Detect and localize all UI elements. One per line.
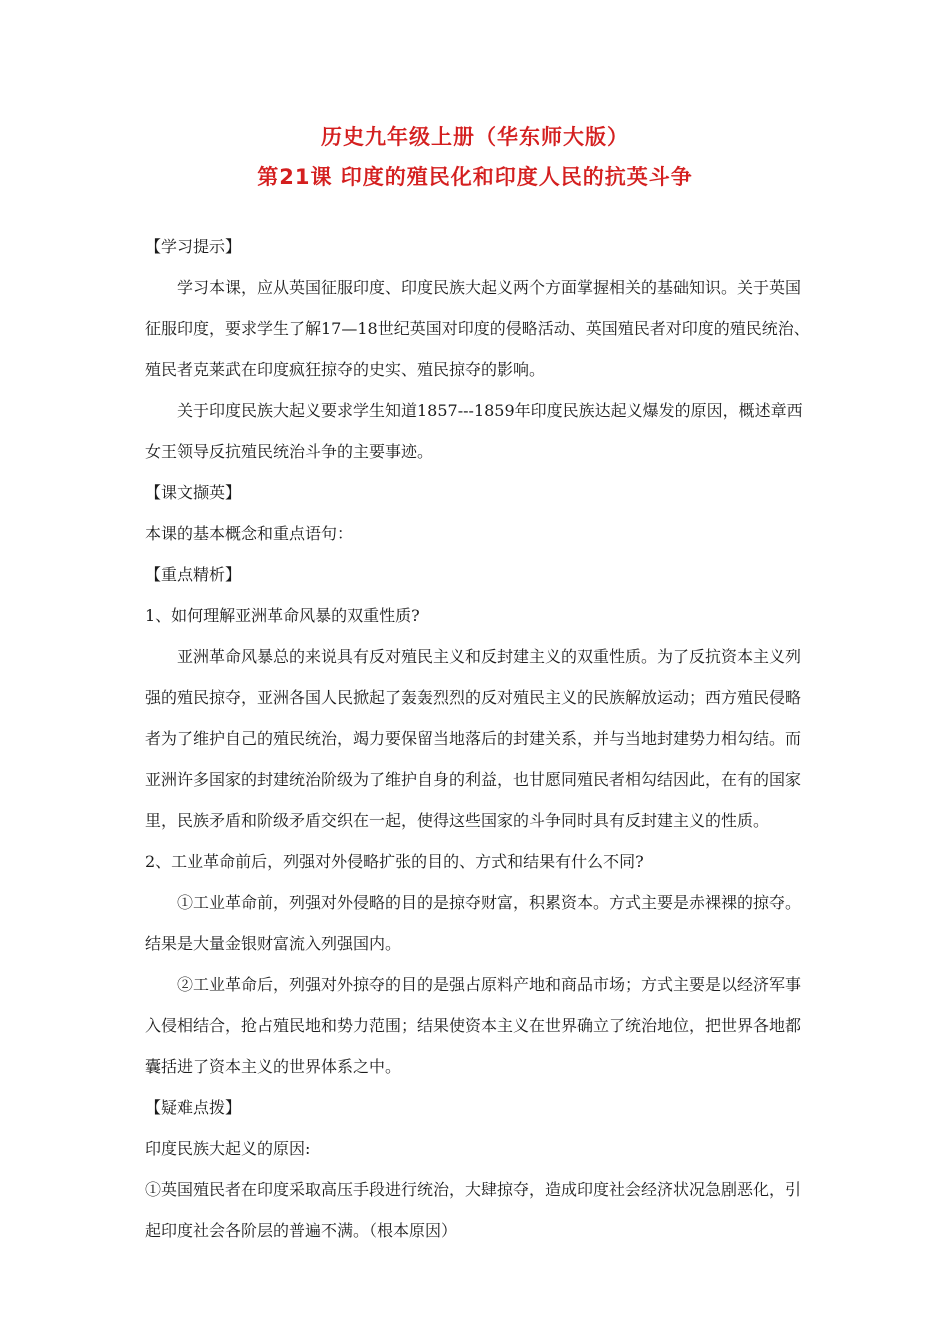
lesson-title: 第21课 印度的殖民化和印度人民的抗英斗争 — [257, 165, 693, 189]
key-points-heading: 【重点精析】 — [145, 565, 242, 584]
key-point-answer-1: 亚洲革命风暴总的来说具有反对殖民主义和反封建主义的双重性质。为了反抗资本主义列强的殖民掠夺，亚洲各国人民掀起了轰轰烈烈的反对殖民主义的民族解放运动；西方殖民侵略者为了维护自己的殖民统治，竭力要保留当地落后的封建关系，并与当地封建势力相勾结。而亚洲许多国家的封建统治阶级为了维护自身的利益，也甘愿同殖民者相勾结因此，在有的国家里，民族矛盾和阶级矛盾交织在一起，使得这些国家的斗争同时具有反封建主义的性质。 — [145, 647, 802, 830]
key-point-answer-2-1: ①工业革命前，列强对外侵略的目的是掠夺财富，积累资本。方式主要是赤裸裸的掠夺。结果是大量金银财富流入列强国内。 — [145, 893, 802, 953]
document-body — [145, 226, 811, 1251]
key-point-answer-2-2: ②工业革命后，列强对外掠夺的目的是强占原料产地和商品市场；方式主要是以经济军事入侵相结合，抢占殖民地和势力范围；结果使资本主义在世界确立了统治地位，把世界各地都囊括进了资本主义的世界体系之中。 — [145, 975, 802, 1076]
difficulties-heading: 【疑难点拨】 — [145, 1098, 242, 1117]
difficulties-paragraph-1: 印度民族大起义的原因: — [145, 1139, 311, 1158]
key-point-question-1: 1、如何理解亚洲革命风暴的双重性质? — [145, 606, 420, 625]
key-point-question-2: 2、工业革命前后，列强对外侵略扩张的目的、方式和结果有什么不同? — [145, 852, 644, 871]
excerpt-heading: 【课文撷英】 — [145, 483, 242, 502]
excerpt-paragraph: 本课的基本概念和重点语句： — [145, 524, 354, 543]
study-tips-heading: 【学习提示】 — [145, 237, 242, 256]
study-tips-paragraph-1: 学习本课，应从英国征服印度、印度民族大起义两个方面掌握相关的基础知识。关于英国征服印度，要求学生了解17—18世纪英国对印度的侵略活动、英国殖民者对印度的殖民统治、殖民者克莱武在印度疯狂掠夺的史实、殖民掠夺的影响。 — [145, 278, 810, 379]
difficulties-paragraph-2: ①英国殖民者在印度采取高压手段进行统治，大肆掠夺，造成印度社会经济状况急剧恶化，引起印度社会各阶层的普遍不满。（根本原因） — [145, 1180, 802, 1240]
study-tips-paragraph-2: 关于印度民族大起义要求学生知道1857---1859年印度民族达起义爆发的原因，概述章西女王领导反抗殖民统治斗争的主要事迹。 — [145, 401, 803, 461]
document-title: 历史九年级上册（华东师大版） — [321, 125, 629, 149]
